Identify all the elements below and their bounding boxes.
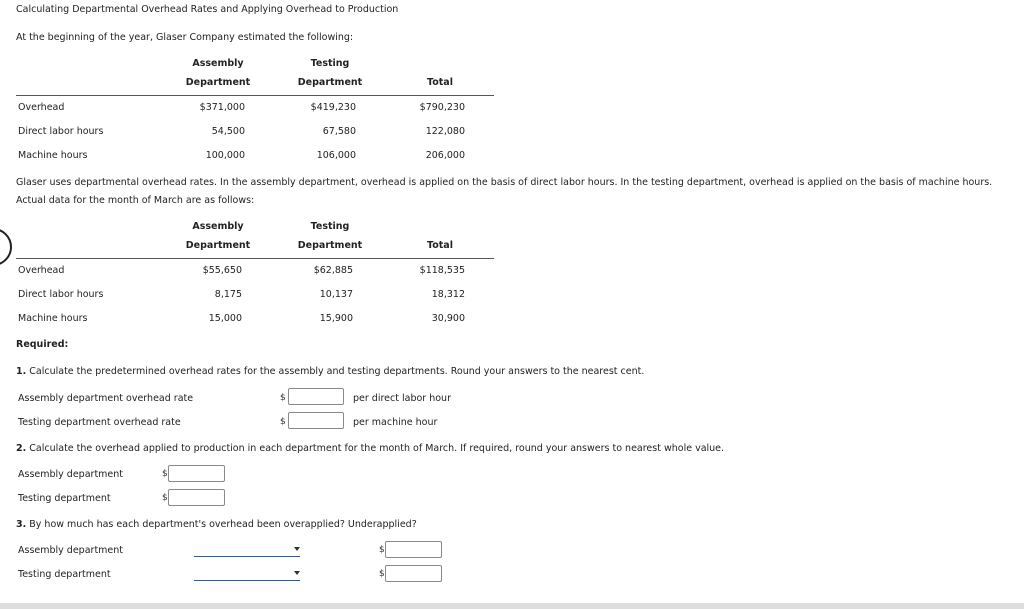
unit-label: per direct labor hour xyxy=(353,393,451,404)
cell-assembly: $371,000 xyxy=(199,102,245,113)
col-header-testing-sub: Department xyxy=(297,240,363,251)
dollar-sign: $ xyxy=(379,545,385,555)
dollar-sign: $ xyxy=(280,393,286,403)
col-header-assembly-sub: Department xyxy=(185,240,251,251)
dollar-sign: $ xyxy=(379,569,385,579)
table-rule xyxy=(16,95,494,96)
cell-testing: 15,900 xyxy=(319,313,353,324)
question-3 xyxy=(16,519,417,530)
chevron-down-icon xyxy=(294,547,300,551)
page-title: Calculating Departmental Overhead Rates and Applying Overhead to Production xyxy=(16,4,399,15)
testing-applied-input[interactable] xyxy=(168,489,225,506)
q2-row-label: Testing department xyxy=(18,493,111,504)
row-label-machine-hours: Machine hours xyxy=(18,313,88,324)
col-header-assembly-sub: Department xyxy=(185,77,251,88)
col-header-assembly: Assembly xyxy=(192,58,244,69)
cell-total: 30,900 xyxy=(431,313,465,324)
assembly-applied-input[interactable] xyxy=(168,465,225,482)
actual-intro-text: Actual data for the month of March are as follows: xyxy=(16,195,255,206)
col-header-assembly: Assembly xyxy=(192,221,244,232)
cell-testing: 67,580 xyxy=(322,126,356,137)
unit-label: per machine hour xyxy=(353,417,438,428)
col-header-testing: Testing xyxy=(310,58,350,69)
cell-assembly: 15,000 xyxy=(208,313,242,324)
intro-text: At the beginning of the year, Glaser Company estimated the following: xyxy=(16,32,354,43)
dollar-sign: $ xyxy=(162,469,168,479)
cell-total: 122,080 xyxy=(425,126,465,137)
question-2 xyxy=(16,443,724,454)
q3-row-label: Assembly department xyxy=(18,545,124,556)
q2-row-label: Assembly department xyxy=(18,469,124,480)
method-text: Glaser uses departmental overhead rates. In the assembly department, overhead is applied on the basis of direct labor hours. In the testing department, overhead is applied on the basis of machine hours. xyxy=(16,177,993,188)
question-number: 3. xyxy=(16,519,27,530)
cell-total: $118,535 xyxy=(419,265,465,276)
q3-row-label: Testing department xyxy=(18,569,111,580)
bottom-scrollbar[interactable] xyxy=(0,603,1024,609)
q1-row-label: Testing department overhead rate xyxy=(18,417,181,428)
cell-assembly: $55,650 xyxy=(202,265,242,276)
question-text: Calculate the overhead applied to production in each department for the month of March. If required, round your answers to nearest whole value. xyxy=(29,443,725,454)
question-text: By how much has each department's overhead been overapplied? Underapplied? xyxy=(29,519,417,530)
q1-row-label: Assembly department overhead rate xyxy=(18,393,194,404)
row-label-overhead: Overhead xyxy=(18,102,65,113)
row-label-direct-labor: Direct labor hours xyxy=(18,289,104,300)
dollar-sign: $ xyxy=(162,493,168,503)
table-rule xyxy=(16,258,494,259)
row-label-overhead: Overhead xyxy=(18,265,65,276)
col-header-testing: Testing xyxy=(310,221,350,232)
cell-assembly: 8,175 xyxy=(214,289,242,300)
row-label-direct-labor: Direct labor hours xyxy=(18,126,104,137)
cell-total: 18,312 xyxy=(431,289,465,300)
question-text: Calculate the predetermined overhead rates for the assembly and testing departments. Round your answers to the nearest cent. xyxy=(29,366,645,377)
cell-assembly: 100,000 xyxy=(205,150,245,161)
question-number: 1. xyxy=(16,366,27,377)
question-number: 2. xyxy=(16,443,27,454)
cell-testing: $419,230 xyxy=(310,102,356,113)
assembly-rate-input[interactable] xyxy=(288,388,344,405)
assembly-variance-input[interactable] xyxy=(385,541,442,558)
cell-testing: $62,885 xyxy=(313,265,353,276)
testing-variance-input[interactable] xyxy=(385,565,442,582)
testing-over-under-dropdown[interactable] xyxy=(194,567,300,581)
assembly-over-under-dropdown[interactable] xyxy=(194,543,300,557)
col-header-total: Total xyxy=(427,240,453,251)
cell-assembly: 54,500 xyxy=(211,126,245,137)
cell-testing: 106,000 xyxy=(316,150,356,161)
cell-testing: 10,137 xyxy=(319,289,353,300)
dollar-sign: $ xyxy=(280,417,286,427)
row-label-machine-hours: Machine hours xyxy=(18,150,88,161)
required-heading: Required: xyxy=(16,339,69,350)
chevron-down-icon xyxy=(294,571,300,575)
cell-total: 206,000 xyxy=(425,150,465,161)
margin-circle-decoration xyxy=(0,228,12,266)
testing-rate-input[interactable] xyxy=(288,412,344,429)
question-1 xyxy=(16,366,644,377)
col-header-total: Total xyxy=(427,77,453,88)
col-header-testing-sub: Department xyxy=(297,77,363,88)
cell-total: $790,230 xyxy=(419,102,465,113)
